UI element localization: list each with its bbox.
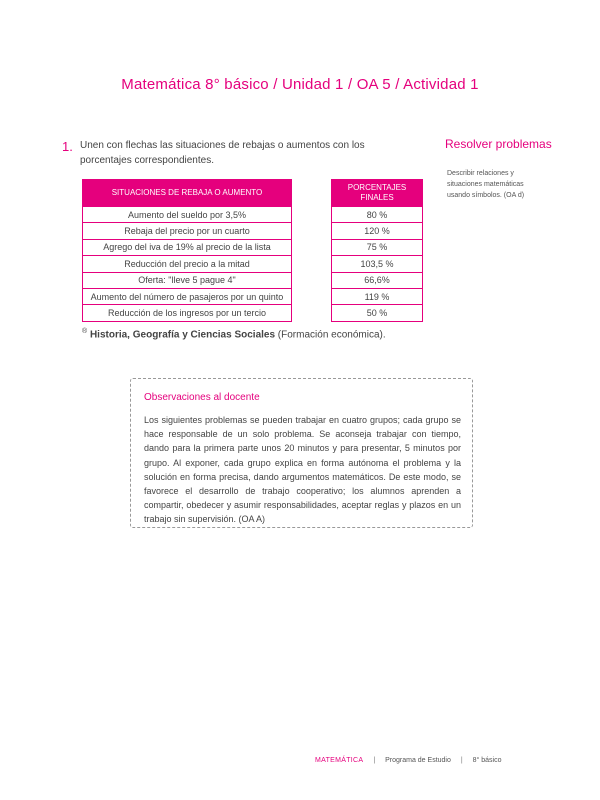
situations-header: SITUACIONES DE REBAJA O AUMENTO: [83, 180, 292, 207]
percentage-cell: 80 %: [332, 207, 423, 223]
page-title: Matemática 8° básico / Unidad 1 / OA 5 / Actividad 1: [121, 76, 479, 93]
percentages-table: [331, 179, 423, 322]
situation-cell: Agrego del iva de 19% al precio de la lista: [83, 239, 292, 255]
footer-program: Programa de Estudio: [385, 757, 451, 764]
question-number: 1.: [62, 139, 73, 154]
situation-cell: Reducción del precio a la mitad: [83, 256, 292, 272]
percentage-cell: 120 %: [332, 223, 423, 239]
percentage-cell: 66,6%: [332, 272, 423, 288]
footnote-subject: Historia, Geografía y Ciencias Sociales: [89, 329, 276, 341]
cross-curricular-note: [82, 328, 386, 340]
footer-level: 8° básico: [472, 757, 502, 764]
situations-table: [82, 179, 292, 322]
percentage-cell: 119 %: [332, 288, 423, 304]
sidebar-text: Describir relaciones y situaciones matemáticas usando símbolos. (OA d): [447, 170, 525, 199]
percentage-cell: 75 %: [332, 239, 423, 255]
teacher-notes-box: [130, 378, 473, 528]
page-footer: [315, 757, 501, 764]
situation-cell: Rebaja del precio por un cuarto: [83, 223, 292, 239]
percentage-cell: 50 %: [332, 305, 423, 321]
situation-cell: Aumento del sueldo por 3,5%: [83, 207, 292, 223]
footer-subject: MATEMÁTICA: [315, 757, 364, 764]
situation-cell: Reducción de los ingresos por un tercio: [83, 305, 292, 321]
footnote-detail: (Formación económica).: [275, 329, 386, 341]
footer-separator: |: [373, 757, 376, 764]
percentage-cell: 103,5 %: [332, 256, 423, 272]
registered-mark: ®: [82, 328, 88, 335]
percentages-header: PORCENTAJES FINALES: [332, 180, 423, 207]
teacher-notes-title: Observaciones al docente: [144, 392, 260, 403]
footer-separator: |: [460, 757, 463, 764]
teacher-notes-body: Los siguientes problemas se pueden trabajar en cuatro grupos; cada grupo se hace responsable de un solo problema. Se aconseja trabajar con tiempo, dando para la primera parte unos 20 minutos y para presentar, 5 minutos por grupo. Al exponer, cada grupo explica en forma autónoma el problema y la solución en forma precisa, dando argumentos matemáticos. De este modo, se favorece el desarrollo de trabajo cooperativo; los alumnos aprenden a compartir, obedecer y asumir responsabilidades, aceptar reglas y plazos en un trabajo sin supervisión. (OA A): [144, 415, 461, 525]
sidebar-heading: Resolver problemas: [445, 137, 552, 151]
situation-cell: Aumento del número de pasajeros por un quinto: [83, 288, 292, 304]
question-text: Unen con flechas las situaciones de rebajas o aumentos con los porcentajes correspondientes.: [80, 140, 365, 166]
situation-cell: Oferta: "lleve 5 pague 4": [83, 272, 292, 288]
